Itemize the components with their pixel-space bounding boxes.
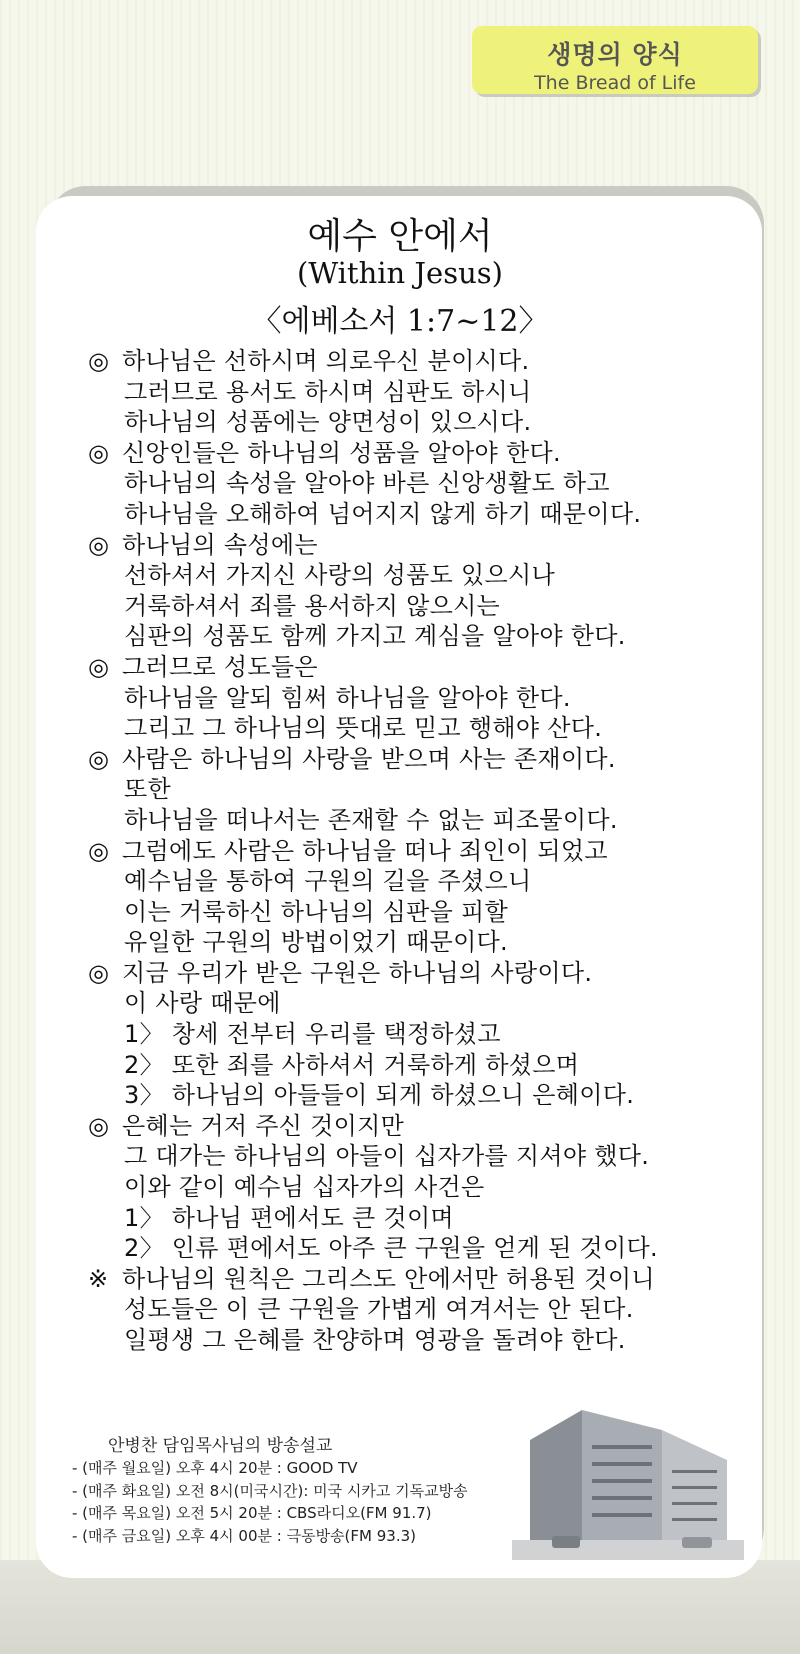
paragraph-line: 2〉 인류 편에서도 아주 큰 구원을 얻게 된 것이다. — [124, 1234, 658, 1263]
bullet-mark-icon: ◎ — [88, 438, 110, 467]
broadcast-heading: 안병찬 담임목사님의 방송설교 — [108, 1436, 333, 1456]
sermon-paragraph — [88, 530, 778, 652]
sermon-body — [88, 346, 778, 1356]
sermon-paragraph — [88, 652, 778, 744]
bullet-mark-icon: ◎ — [88, 1111, 110, 1140]
sermon-paragraph — [88, 1111, 778, 1264]
paragraph-first-line — [88, 346, 778, 377]
paragraph-first-line — [88, 530, 778, 561]
paragraph-first-line — [88, 836, 778, 867]
paragraph-first-line — [88, 744, 778, 775]
paragraph-line: 3〉 하나님의 아들들이 되게 하셨으니 은혜이다. — [124, 1081, 635, 1110]
bullet-mark-icon: ◎ — [88, 652, 110, 681]
paragraph-line-text: 하나님은 선하시며 의로우신 분이시다. — [122, 347, 530, 375]
paragraph-line: 성도들은 이 큰 구원을 가볍게 여겨서는 안 된다. — [124, 1295, 634, 1324]
paragraph-line: 그리고 그 하나님의 뜻대로 믿고 행해야 산다. — [124, 714, 603, 743]
paragraph-line: 하나님의 성품에는 양면성이 있으시다. — [124, 408, 532, 437]
section-tab-title-en: The Bread of Life — [534, 72, 696, 94]
paragraph-line: 또한 — [124, 775, 171, 804]
sermon-title: 예수 안에서 — [307, 216, 493, 257]
scripture-reference: 〈에베소서 1:7~12〉 — [251, 304, 549, 339]
paragraph-line: 2〉 또한 죄를 사하셔서 거룩하게 하셨으며 — [124, 1050, 580, 1079]
bullet-mark-icon: ◎ — [88, 530, 110, 559]
paragraph-line: 하나님을 오해하여 넘어지지 않게 하기 때문이다. — [124, 499, 642, 528]
sermon-paragraph — [88, 346, 778, 438]
paragraph-line: 이는 거룩하신 하나님의 심판을 피할 — [124, 897, 508, 926]
paragraph-first-line — [88, 1111, 778, 1142]
paragraph-line: 하나님의 속성을 알아야 바른 신앙생활도 하고 — [124, 469, 610, 498]
paragraph-line-text: 은혜는 거저 주신 것이지만 — [122, 1111, 405, 1140]
paragraph-first-line — [88, 1264, 778, 1295]
sermon-title-english: (Within Jesus) — [297, 256, 503, 290]
paragraph-line: 그러므로 용서도 하시며 심판도 하시니 — [124, 377, 532, 406]
paragraph-line: 예수님을 통하여 구원의 길을 주셨으니 — [124, 867, 532, 896]
note-mark-icon: ※ — [88, 1264, 109, 1293]
broadcast-item: - (매주 월요일) 오후 4시 20분 : GOOD TV — [72, 1459, 358, 1477]
paragraph-line-text: 지금 우리가 받은 구원은 하나님의 사랑이다. — [122, 958, 593, 987]
broadcast-schedule — [72, 1457, 468, 1547]
paragraph-line: 일평생 그 은혜를 찬양하며 영광을 돌려야 한다. — [124, 1326, 626, 1354]
paragraph-first-line — [88, 958, 778, 989]
paragraph-line-text: 하나님의 속성에는 — [122, 530, 318, 559]
paragraph-line: 하나님을 알되 힘써 하나님을 알아야 한다. — [124, 683, 571, 712]
sermon-paragraph — [88, 1264, 778, 1356]
paragraph-line: 심판의 성품도 함께 가지고 계심을 알아야 한다. — [124, 622, 626, 651]
paragraph-line: 이와 같이 예수님 십자가의 사건은 — [124, 1173, 485, 1202]
bullet-mark-icon: ◎ — [88, 347, 110, 375]
sermon-paragraph — [88, 438, 778, 530]
church-building-image — [512, 1400, 744, 1560]
paragraph-first-line — [88, 652, 778, 683]
sermon-paragraph — [88, 958, 778, 1111]
paragraph-line: 거룩하셔서 죄를 용서하지 않으시는 — [124, 591, 501, 620]
paragraph-line: 1〉 하나님 편에서도 큰 것이며 — [124, 1203, 454, 1232]
paragraph-line-text: 신앙인들은 하나님의 성품을 알아야 한다. — [122, 438, 561, 467]
paragraph-line-text: 사람은 하나님의 사랑을 받으며 사는 존재이다. — [122, 744, 616, 773]
broadcast-item: - (매주 목요일) 오전 5시 20분 : CBS라디오(FM 91.7) — [72, 1504, 432, 1522]
paragraph-line: 하나님을 떠나서는 존재할 수 없는 피조물이다. — [124, 805, 618, 834]
sermon-paragraph — [88, 836, 778, 958]
section-tab — [472, 26, 758, 94]
paragraph-line: 유일한 구원의 방법이었기 때문이다. — [124, 928, 508, 957]
paragraph-line-text: 그럼에도 사람은 하나님을 떠나 죄인이 되었고 — [122, 836, 608, 865]
bullet-mark-icon: ◎ — [88, 744, 110, 773]
bullet-mark-icon: ◎ — [88, 836, 110, 865]
paragraph-line: 선하셔서 가지신 사랑의 성품도 있으시나 — [124, 561, 555, 590]
paragraph-line-text: 그러므로 성도들은 — [122, 652, 318, 681]
broadcast-item: - (매주 금요일) 오후 4시 00분 : 극동방송(FM 93.3) — [72, 1526, 416, 1545]
broadcast-item: - (매주 화요일) 오전 8시(미국시간): 미국 시카고 기독교방송 — [72, 1481, 468, 1500]
section-tab-title-ko: 생명의 양식 — [547, 40, 683, 69]
bullet-mark-icon: ◎ — [88, 958, 110, 987]
paragraph-line: 1〉 창세 전부터 우리를 택정하셨고 — [124, 1020, 501, 1049]
paragraph-line: 그 대가는 하나님의 아들이 십자가를 지셔야 했다. — [124, 1142, 650, 1171]
paragraph-line: 이 사랑 때문에 — [124, 989, 281, 1018]
paragraph-first-line — [88, 438, 778, 469]
paragraph-line-text: 하나님의 원칙은 그리스도 안에서만 허용된 것이니 — [122, 1264, 655, 1293]
sermon-paragraph — [88, 744, 778, 836]
